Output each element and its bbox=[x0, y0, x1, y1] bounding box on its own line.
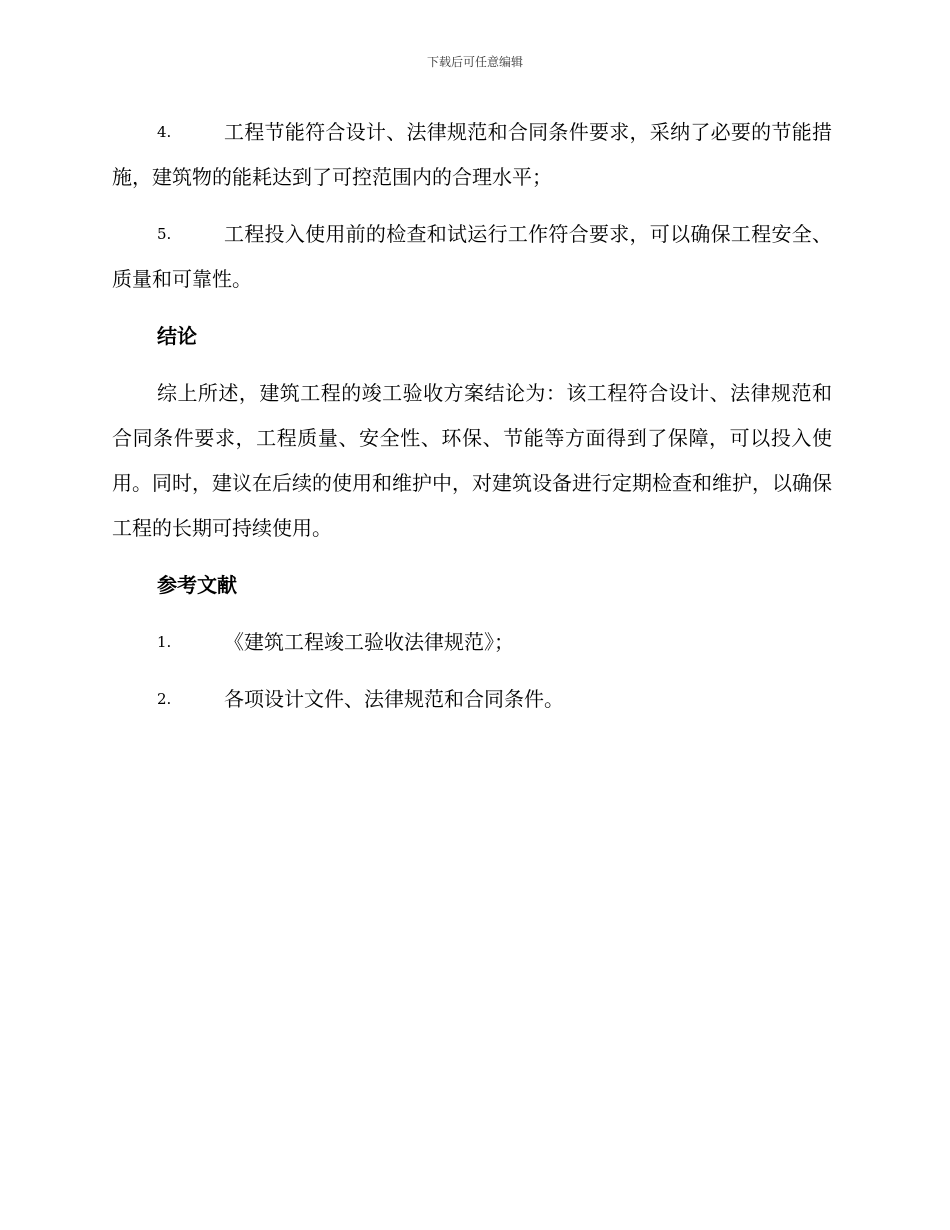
reference-text: 各项设计文件、法律规范和合同条件。 bbox=[224, 687, 564, 711]
conclusion-heading: 结论 bbox=[157, 324, 197, 348]
list-item bbox=[112, 110, 832, 200]
page-header: 下载后可任意编辑 bbox=[426, 55, 523, 69]
document-body bbox=[112, 110, 832, 734]
list-item-number: 5. bbox=[157, 225, 172, 243]
references-heading: 参考文献 bbox=[157, 573, 237, 597]
list-item-text: 工程投入使用前的检查和试运行工作符合要求，可以确保工程安全、质量和可靠性。 bbox=[112, 222, 832, 291]
reference-text: 《建筑工程竣工验收法律规范》； bbox=[224, 630, 514, 654]
reference-item bbox=[112, 677, 832, 722]
list-item bbox=[112, 212, 832, 302]
list-item-number: 4. bbox=[157, 123, 172, 141]
reference-number: 2. bbox=[157, 690, 172, 708]
conclusion-paragraph: 综上所述，建筑工程的竣工验收方案结论为：该工程符合设计、法律规范和合同条件要求，工程质量、安全性、环保、节能等方面得到了保障，可以投入使用。同时，建议在后续的使用和维护中，对建筑设备进行定期检查和维护，以确保工程的长期可持续使用。 bbox=[112, 381, 832, 540]
list-item-text: 工程节能符合设计、法律规范和合同条件要求，采纳了必要的节能措施，建筑物的能耗达到了可控范围内的合理水平； bbox=[112, 120, 832, 189]
reference-number: 1. bbox=[157, 633, 172, 651]
reference-item bbox=[112, 620, 832, 665]
